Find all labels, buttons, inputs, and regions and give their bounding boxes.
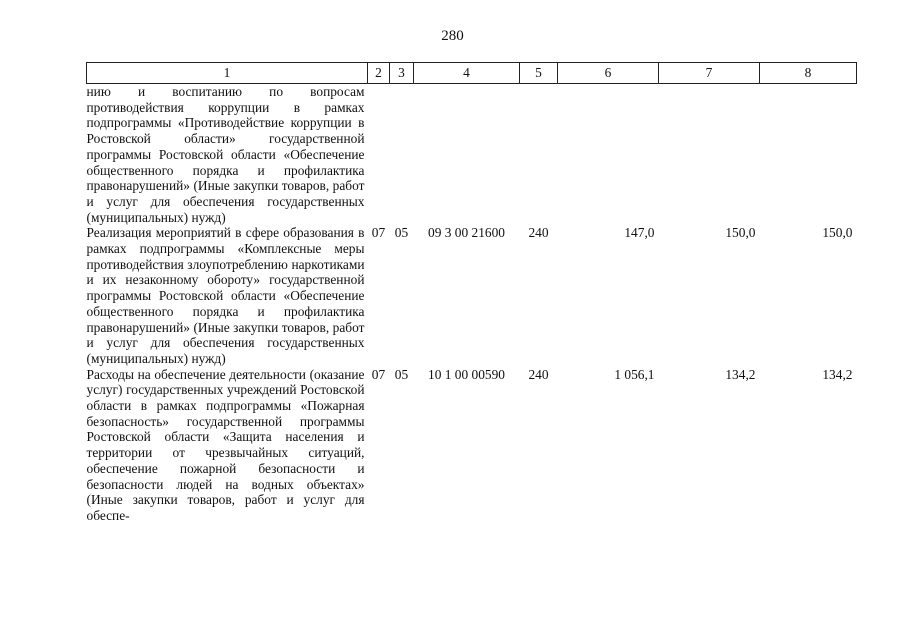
header-col-7: 7	[659, 63, 760, 84]
row-amount-3: 150,0	[822, 225, 853, 241]
row-subsection	[390, 84, 414, 226]
row-expense-type	[520, 84, 558, 226]
row-section	[368, 84, 390, 226]
row-expense-type: 240	[528, 366, 549, 382]
row-amount-1: 147,0	[624, 225, 655, 241]
row-target-code: 10 1 00 00590	[428, 366, 505, 382]
row-description: нию и воспитанию по вопросам противодействия коррупции в рамках подпрограммы «Противодействие коррупции в Ростовской области» государственной программы Ростовской области «Обеспечение общественного порядка и профилактика правонарушений» (Иные закупки товаров, работ и услуг для обеспечения государственных (муниципальных) нужд)	[86, 84, 365, 225]
row-amount-1: 1 056,1	[614, 366, 655, 382]
header-col-2: 2	[368, 63, 390, 84]
row-description: Реализация мероприятий в сфере образования в рамках подпрограммы «Комплексные меры противодействия злоупотреблению наркотиками и их незаконному обороту» государственной программы Ростовской области «Обеспечение общественного порядка и профилактика правонарушений» (Иные закупки товаров, работ и услуг для обеспечения государственных (муниципальных) нужд)	[86, 225, 365, 366]
row-expense-type: 240	[528, 225, 549, 241]
row-target-code: 09 3 00 21600	[428, 225, 505, 241]
row-section: 07	[371, 225, 386, 241]
table-body	[87, 84, 857, 524]
header-col-1: 1	[87, 63, 368, 84]
budget-table	[86, 62, 857, 524]
row-amount-2: 134,2	[725, 366, 756, 382]
header-col-8: 8	[760, 63, 857, 84]
header-col-4: 4	[414, 63, 520, 84]
row-description: Расходы на обеспечение деятельности (оказание услуг) государственных учреждений Ростовской области в рамках подпрограммы «Пожарная безопасность» государственной программы Ростовской области «Защита населения и территории от чрезвычайных ситуаций, обеспечение пожарной безопасности и безопасности людей на водных объектах» (Иные закупки товаров, работ и услуг для обеспе-	[86, 366, 365, 523]
row-amount-1	[558, 84, 659, 226]
table-row	[87, 367, 857, 524]
row-subsection: 05	[394, 225, 409, 241]
row-target-code	[414, 84, 520, 226]
table-row	[87, 84, 857, 226]
header-col-6: 6	[558, 63, 659, 84]
row-amount-2: 150,0	[725, 225, 756, 241]
table-header	[87, 63, 857, 84]
row-subsection: 05	[394, 366, 409, 382]
page-number: 280	[441, 28, 464, 44]
table-row	[87, 225, 857, 366]
header-col-3: 3	[390, 63, 414, 84]
row-amount-3	[760, 84, 857, 226]
row-amount-3: 134,2	[822, 366, 853, 382]
header-col-5: 5	[520, 63, 558, 84]
row-section: 07	[371, 366, 386, 382]
row-amount-2	[659, 84, 760, 226]
header-row	[87, 63, 857, 84]
